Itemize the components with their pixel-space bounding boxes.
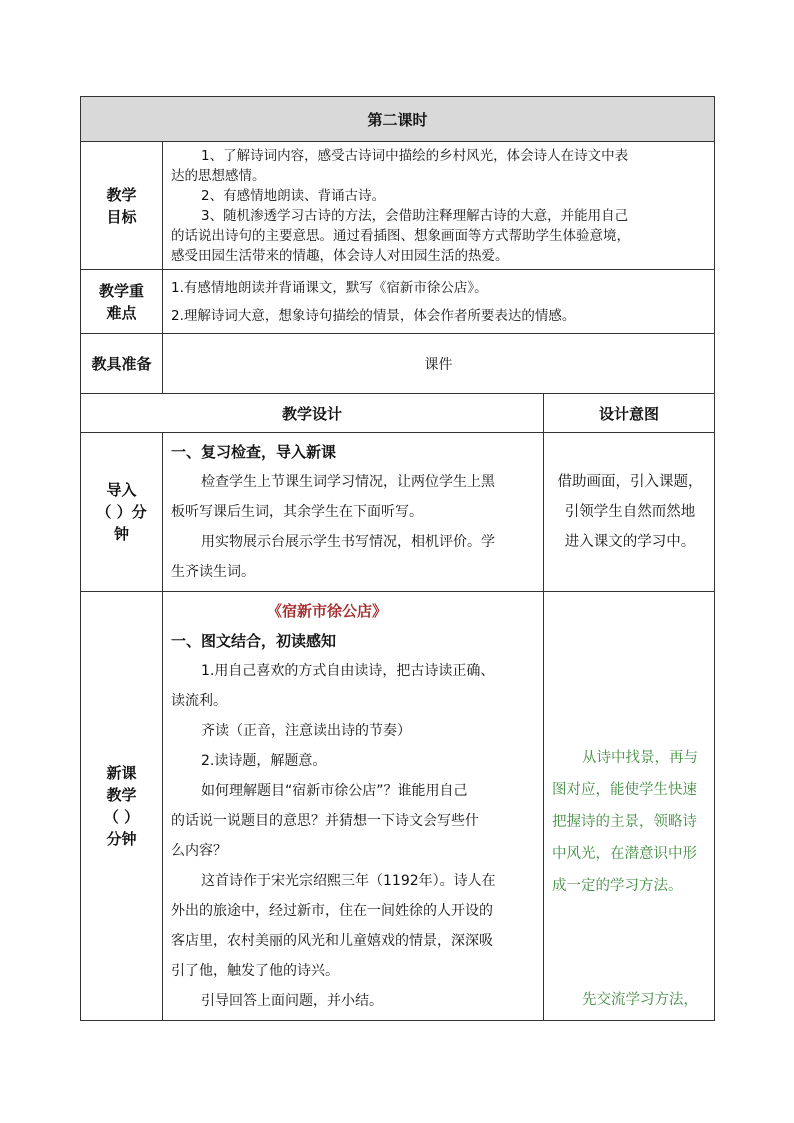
intent1-b: 图对应，能使学生快速 <box>552 782 697 798</box>
new-lesson-intent-2: 先交流学习方法， <box>582 992 698 1008</box>
step1a: 1.用自己喜欢的方式自由读诗，把古诗读正确、 <box>201 663 495 679</box>
new-lesson-label-line3: （ ） <box>103 808 140 826</box>
objective-3c: 感受田园生活带来的情趣，体会诗人对田园生活的热爱。 <box>171 247 509 264</box>
intro-para1b: 板听写课后生词，其余学生在下面听写。 <box>171 504 423 520</box>
intro-label-line1: 导入 <box>106 481 137 499</box>
intent-column-header: 设计意图 <box>544 394 715 433</box>
key-points-label-line1: 教学重 <box>98 281 144 300</box>
step1c: 齐读（正音，注意读出诗的节奏） <box>201 723 411 739</box>
background-b: 外出的旅途中，经过新市，住在一间姓徐的人开设的 <box>171 903 493 919</box>
materials-value: 课件 <box>163 334 715 394</box>
objectives-label <box>81 142 163 270</box>
objectives-label-line2: 目标 <box>106 207 137 226</box>
materials-label: 教具准备 <box>81 334 163 394</box>
intro-intent-c: 进入课文的学习中。 <box>564 534 696 550</box>
intro-para1a: 检查学生上节课生词学习情况，让两位学生上黑 <box>201 474 495 490</box>
new-lesson-label-line4: 分钟 <box>106 830 137 848</box>
intent1-a: 从诗中找景，再与 <box>582 750 698 766</box>
materials-row <box>81 334 715 394</box>
question-c: 么内容？ <box>171 843 227 859</box>
objective-1b: 达的思想感情。 <box>171 167 266 184</box>
title-row <box>81 97 715 142</box>
intent1-c: 把握诗的主景，领略诗 <box>552 814 697 830</box>
objective-2: 2、有感情地朗读、背诵古诗。 <box>201 187 386 204</box>
lesson-title: 第二课时 <box>81 97 715 142</box>
intro-heading: 一、复习检查，导入新课 <box>171 443 337 461</box>
key-points-content <box>163 270 715 334</box>
intent1-e: 成一定的学习方法。 <box>552 878 683 894</box>
intro-label-line3: 钟 <box>113 525 129 543</box>
lesson-plan-table <box>80 96 715 1021</box>
new-lesson-design <box>163 592 544 1021</box>
intro-row <box>81 433 715 592</box>
intro-label <box>81 433 163 592</box>
intro-para2b: 生齐读生词。 <box>171 564 255 580</box>
objective-3b: 的话说出诗句的主要意思。通过看插图、想象画面等方式帮助学生体验意境， <box>171 227 630 244</box>
objective-1a: 1、了解诗词内容，感受古诗词中描绘的乡村风光，体会诗人在诗文中表 <box>201 147 629 164</box>
poem-title: 《宿新市徐公店》 <box>267 602 388 620</box>
key-points-row <box>81 270 715 334</box>
new-lesson-row <box>81 592 715 1021</box>
objectives-row <box>81 142 715 270</box>
step1b: 读流利。 <box>171 693 227 709</box>
step2: 2.读诗题，解题意。 <box>201 753 327 769</box>
key-points-label <box>81 270 163 334</box>
key-point-2: 2.理解诗词大意，想象诗句描绘的情景，体会作者所要表达的情感。 <box>171 307 576 324</box>
question-a: 如何理解题目“宿新市徐公店”？谁能用自己 <box>201 783 468 799</box>
background-a: 这首诗作于宋光宗绍熙三年（1192年）。诗人在 <box>201 873 496 889</box>
intro-para2a: 用实物展示台展示学生书写情况，相机评价。学 <box>201 534 495 550</box>
column-header-row <box>81 394 715 433</box>
new-lesson-label-line1: 新课 <box>106 764 137 782</box>
intro-intent-a: 借助画面，引入课题， <box>557 474 703 490</box>
question-b: 的话说一说题目的意思？并猜想一下诗文会写些什 <box>171 813 479 829</box>
intro-intent <box>544 433 715 592</box>
new-lesson-label-line2: 教学 <box>106 786 137 804</box>
objective-3a: 3、随机渗透学习古诗的方法，会借助注释理解古诗的大意，并能用自己 <box>201 207 629 224</box>
key-points-label-line2: 难点 <box>106 303 137 322</box>
background-c: 客店里，农村美丽的风光和儿童嬉戏的情景，深深吸 <box>171 933 493 949</box>
intro-design <box>163 433 544 592</box>
objectives-content <box>163 142 715 270</box>
objectives-label-line1: 教学 <box>106 185 137 204</box>
guide-text: 引导回答上面问题，并小结。 <box>201 993 383 1009</box>
design-column-header: 教学设计 <box>81 394 544 433</box>
intent1-d: 中风光，在潜意识中形 <box>552 846 697 862</box>
key-point-1: 1.有感情地朗读并背诵课文，默写《宿新市徐公店》。 <box>171 279 488 296</box>
background-d: 引了他，触发了他的诗兴。 <box>171 963 339 979</box>
new-lesson-intent-1 <box>552 742 708 902</box>
new-lesson-heading: 一、图文结合，初读感知 <box>171 632 337 650</box>
intro-label-line2: （ ）分 <box>96 503 147 521</box>
intro-intent-b: 引领学生自然而然地 <box>564 504 696 520</box>
new-lesson-label <box>81 592 163 1021</box>
new-lesson-intent <box>544 592 715 1021</box>
